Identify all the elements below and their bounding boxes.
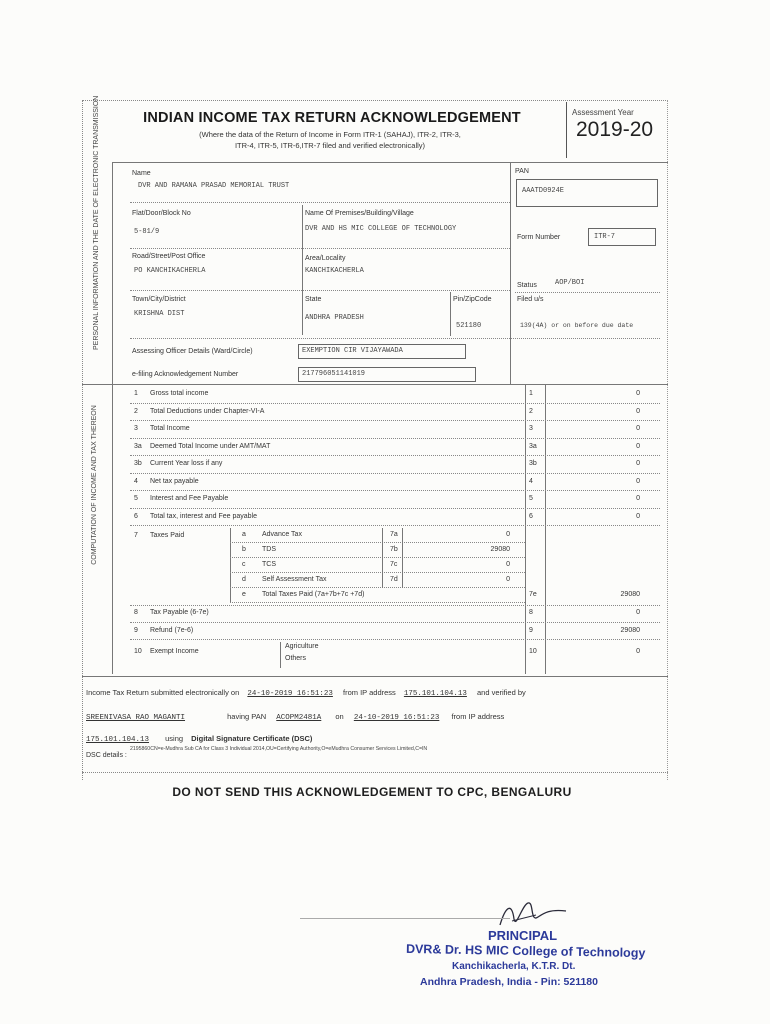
tax-sub-value: 29080 bbox=[620, 591, 640, 598]
exempt-others: Others bbox=[285, 655, 307, 662]
stamp-place: Kanchikacherla, K.T.R. Dt. bbox=[452, 961, 576, 972]
row-value: 0 bbox=[636, 407, 640, 415]
pan-column-divider bbox=[510, 162, 511, 384]
tax-sub-ref: 7c bbox=[390, 561, 398, 568]
frame-top-border bbox=[82, 100, 668, 101]
row-number: 1 bbox=[134, 390, 138, 397]
tax-sub-letter: d bbox=[242, 576, 246, 583]
row-ref: 8 bbox=[529, 609, 533, 616]
premises-value: DVR AND HS MIC COLLEGE OF TECHNOLOGY bbox=[305, 225, 457, 233]
assessment-year-label: Assessment Year bbox=[572, 108, 634, 117]
row-divider bbox=[130, 420, 660, 421]
assessing-officer-label: Assessing Officer Details (Ward/Circle) bbox=[132, 348, 253, 355]
using-text: using bbox=[165, 734, 184, 743]
flat-row-divider bbox=[130, 248, 510, 249]
flat-value: 5-81/9 bbox=[134, 228, 160, 236]
row-label: Interest and Fee Payable bbox=[150, 495, 229, 502]
tax-sub-ref: 7d bbox=[390, 576, 398, 583]
row-ref: 6 bbox=[529, 512, 533, 520]
personal-section-label: PERSONAL INFORMATION AND THE DATE OF ELECTRONIC TRANSMISSION bbox=[93, 95, 100, 350]
row-value: 0 bbox=[636, 460, 640, 467]
row-label: Gross total income bbox=[150, 390, 209, 397]
road-value: PO KANCHIKACHERLA bbox=[134, 267, 206, 275]
computation-section-label: COMPUTATION OF INCOME AND TAX THEREON bbox=[91, 405, 98, 565]
area-value: KANCHIKACHERLA bbox=[305, 267, 364, 275]
stamp-college: DVR& Dr. HS MIC College of Technology bbox=[405, 941, 646, 961]
tax-sub-ref-divider bbox=[382, 528, 383, 588]
taxes-paid-label: Taxes Paid bbox=[150, 532, 185, 539]
row-value: 0 bbox=[636, 512, 640, 520]
tax-sub-label: TDS bbox=[262, 546, 276, 553]
verification-line-2 bbox=[86, 712, 504, 722]
row-number: 3 bbox=[134, 425, 138, 432]
personal-left-divider bbox=[112, 162, 113, 384]
tax-sub-value: 0 bbox=[506, 561, 510, 568]
row-divider bbox=[130, 473, 660, 474]
row-value: 0 bbox=[636, 495, 640, 502]
row-label: Total tax, interest and Fee payable bbox=[150, 512, 258, 520]
do-not-send-warning: DO NOT SEND THIS ACKNOWLEDGEMENT TO CPC, BENGALURU bbox=[172, 785, 572, 799]
tax-sub-value: 0 bbox=[506, 531, 510, 538]
row-divider bbox=[130, 639, 660, 640]
subtitle-line-2: ITR-4, ITR-5, ITR-6,ITR-7 filed and verified electronically) bbox=[234, 141, 426, 150]
assessment-year-value: 2019-20 bbox=[576, 118, 654, 141]
row-label: Total Deductions under Chapter-VI-A bbox=[150, 407, 265, 415]
on-text: on bbox=[335, 712, 344, 721]
tax-sub-ref: 7b bbox=[390, 546, 398, 553]
status-label: Status bbox=[517, 282, 537, 289]
verifier-name: SREENIVASA RAO MAGANTI bbox=[86, 714, 186, 722]
tax-sub-letter: e bbox=[242, 591, 246, 598]
filed-under-value: 139(4A) or on before due date bbox=[520, 322, 634, 329]
row-divider bbox=[130, 525, 660, 526]
row-label: Refund (7e-6) bbox=[150, 626, 194, 634]
computation-ref-divider bbox=[525, 384, 526, 674]
efiling-ack-value: 217796051141019 bbox=[302, 370, 366, 378]
tax-sub-divider bbox=[230, 542, 525, 543]
row-label: Tax Payable (6-7e) bbox=[150, 609, 209, 616]
having-pan-text: having PAN bbox=[227, 712, 267, 721]
frame-right-border bbox=[667, 100, 668, 780]
row-number: 4 bbox=[134, 477, 138, 485]
status-value: AOP/BOI bbox=[555, 279, 585, 287]
row-label: Deemed Total Income under AMT/MAT bbox=[150, 442, 271, 450]
personal-section-end bbox=[82, 384, 668, 385]
verified-by-text: and verified by bbox=[477, 688, 526, 697]
form-number-label: Form Number bbox=[517, 234, 561, 241]
row-divider bbox=[130, 403, 660, 404]
verification-line-1 bbox=[86, 688, 526, 698]
premises-label: Name Of Premises/Building/Village bbox=[305, 210, 414, 217]
verification-end bbox=[82, 772, 668, 773]
efiling-ack-label: e-filing Acknowledgement Number bbox=[132, 371, 239, 378]
row-divider bbox=[130, 490, 660, 491]
form-subtitle bbox=[140, 129, 520, 151]
row-label: Net tax payable bbox=[150, 477, 199, 485]
row-label: Total Income bbox=[150, 425, 190, 432]
submitted-date: 24-10-2019 16:51:23 bbox=[247, 690, 333, 698]
pan-value: AAATD0924E bbox=[522, 187, 565, 195]
state-value: ANDHRA PRADESH bbox=[305, 314, 364, 322]
tax-sub-divider bbox=[230, 602, 525, 603]
address-mid-divider bbox=[302, 205, 303, 335]
row-value: 0 bbox=[636, 442, 640, 450]
form-number-value: ITR-7 bbox=[594, 233, 616, 241]
name-row-divider bbox=[130, 202, 510, 203]
tax-sub-value: 0 bbox=[506, 576, 510, 583]
tax-sub-label: Total Taxes Paid (7a+7b+7c +7d) bbox=[262, 591, 365, 598]
taxes-paid-divider bbox=[230, 528, 231, 603]
row-number: 3b bbox=[134, 460, 142, 467]
tax-sub-letter: b bbox=[242, 546, 246, 553]
form-title: INDIAN INCOME TAX RETURN ACKNOWLEDGEMENT bbox=[143, 110, 521, 126]
ip-address-text: from IP address bbox=[342, 688, 396, 697]
row-ref: 4 bbox=[529, 477, 533, 485]
row-divider bbox=[130, 622, 660, 623]
row-value: 0 bbox=[636, 390, 640, 397]
frame-left-border bbox=[82, 100, 83, 780]
row-ref: 3 bbox=[529, 425, 533, 432]
row-value: 0 bbox=[636, 477, 640, 485]
row-ref: 1 bbox=[529, 390, 533, 397]
header-divider bbox=[112, 162, 668, 163]
state-label: State bbox=[305, 296, 322, 303]
verifier-pan: ACOPM2481A bbox=[276, 714, 322, 722]
row-value: 0 bbox=[636, 609, 640, 616]
area-label: Area/Locality bbox=[305, 255, 346, 262]
tax-sub-divider bbox=[230, 572, 525, 573]
tax-sub-label: TCS bbox=[262, 561, 276, 568]
verified-ip: 175.101.104.13 bbox=[86, 736, 150, 744]
signature-line bbox=[300, 918, 510, 919]
row-ref: 5 bbox=[529, 495, 533, 502]
verification-method: Digital Signature Certificate (DSC) bbox=[191, 734, 313, 743]
pin-value: 521180 bbox=[456, 322, 482, 330]
tax-sub-label: Advance Tax bbox=[262, 531, 302, 538]
exempt-number: 10 bbox=[134, 648, 142, 655]
computation-section-end bbox=[82, 676, 668, 677]
name-value: DVR AND RAMANA PRASAD MEMORIAL TRUST bbox=[138, 182, 290, 190]
row-number: 2 bbox=[134, 407, 138, 415]
row-divider bbox=[130, 455, 660, 456]
exempt-agriculture: Agriculture bbox=[285, 643, 319, 650]
pin-column-divider bbox=[450, 292, 451, 336]
taxes-paid-end bbox=[130, 605, 660, 606]
tax-sub-value-divider bbox=[402, 528, 403, 588]
filed-under-label: Filed u/s bbox=[517, 296, 544, 303]
stamp-principal: PRINCIPAL bbox=[488, 928, 558, 943]
row-ref: 2 bbox=[529, 407, 533, 415]
from-ip-text: from IP address bbox=[451, 712, 505, 721]
ip-address-value: 175.101.104.13 bbox=[403, 690, 467, 698]
row-number: 9 bbox=[134, 626, 138, 634]
row-label: Current Year loss if any bbox=[150, 460, 223, 467]
row-divider bbox=[130, 508, 660, 509]
town-row-divider bbox=[130, 338, 660, 339]
verified-date: 24-10-2019 16:51:23 bbox=[353, 714, 440, 722]
exempt-label: Exempt Income bbox=[150, 648, 199, 655]
computation-left-divider bbox=[112, 384, 113, 674]
tax-sub-letter: c bbox=[242, 561, 246, 568]
row-number: 8 bbox=[134, 609, 138, 616]
row-value: 0 bbox=[636, 425, 640, 432]
exempt-ref: 10 bbox=[529, 648, 537, 655]
name-label: Name bbox=[132, 170, 151, 177]
road-row-divider bbox=[130, 290, 510, 291]
town-value: KRISHNA DIST bbox=[134, 310, 185, 318]
tax-sub-ref: 7a bbox=[390, 531, 398, 538]
tax-sub-letter: a bbox=[242, 531, 246, 538]
row-ref: 3b bbox=[529, 460, 537, 467]
exempt-divider bbox=[280, 642, 281, 668]
row-number: 3a bbox=[134, 442, 142, 450]
status-row-divider bbox=[515, 292, 660, 293]
tax-sub-divider bbox=[230, 557, 525, 558]
submitted-on-text: Income Tax Return submitted electronically on bbox=[86, 688, 240, 697]
row-number: 5 bbox=[134, 495, 138, 502]
verification-line-3 bbox=[86, 734, 312, 744]
exempt-value: 0 bbox=[636, 648, 640, 655]
tax-sub-divider bbox=[230, 587, 525, 588]
taxes-paid-number: 7 bbox=[134, 532, 138, 539]
town-label: Town/City/District bbox=[132, 296, 186, 303]
row-ref: 9 bbox=[529, 626, 533, 634]
assessing-officer-value: EXEMPTION CIR VIJAYAWADA bbox=[302, 347, 403, 355]
row-value: 29080 bbox=[620, 626, 640, 634]
road-label: Road/Street/Post Office bbox=[132, 253, 206, 260]
stamp-state-pin: Andhra Pradesh, India - Pin: 521180 bbox=[420, 976, 598, 988]
row-divider bbox=[130, 438, 660, 439]
pan-label: PAN bbox=[515, 168, 529, 175]
tax-sub-label: Self Assessment Tax bbox=[262, 576, 327, 583]
computation-value-divider bbox=[545, 384, 546, 674]
flat-label: Flat/Door/Block No bbox=[132, 210, 191, 217]
pin-label: Pin/ZipCode bbox=[453, 296, 492, 303]
row-ref: 3a bbox=[529, 442, 537, 450]
dsc-details-label: DSC details : bbox=[86, 752, 127, 759]
subtitle-line-1: (Where the data of the Return of Income in Form ITR-1 (SAHAJ), ITR-2, ITR-3, bbox=[199, 130, 461, 139]
tax-sub-ref: 7e bbox=[529, 591, 537, 598]
dsc-details-value: 2195860CN=e-Mudhra Sub CA for Class 3 Individual 2014,OU=Certifying Authority,O=eMudhra Consumer Services Limited,C=IN bbox=[130, 746, 428, 752]
tax-sub-value: 29080 bbox=[490, 546, 510, 553]
row-number: 6 bbox=[134, 512, 138, 520]
